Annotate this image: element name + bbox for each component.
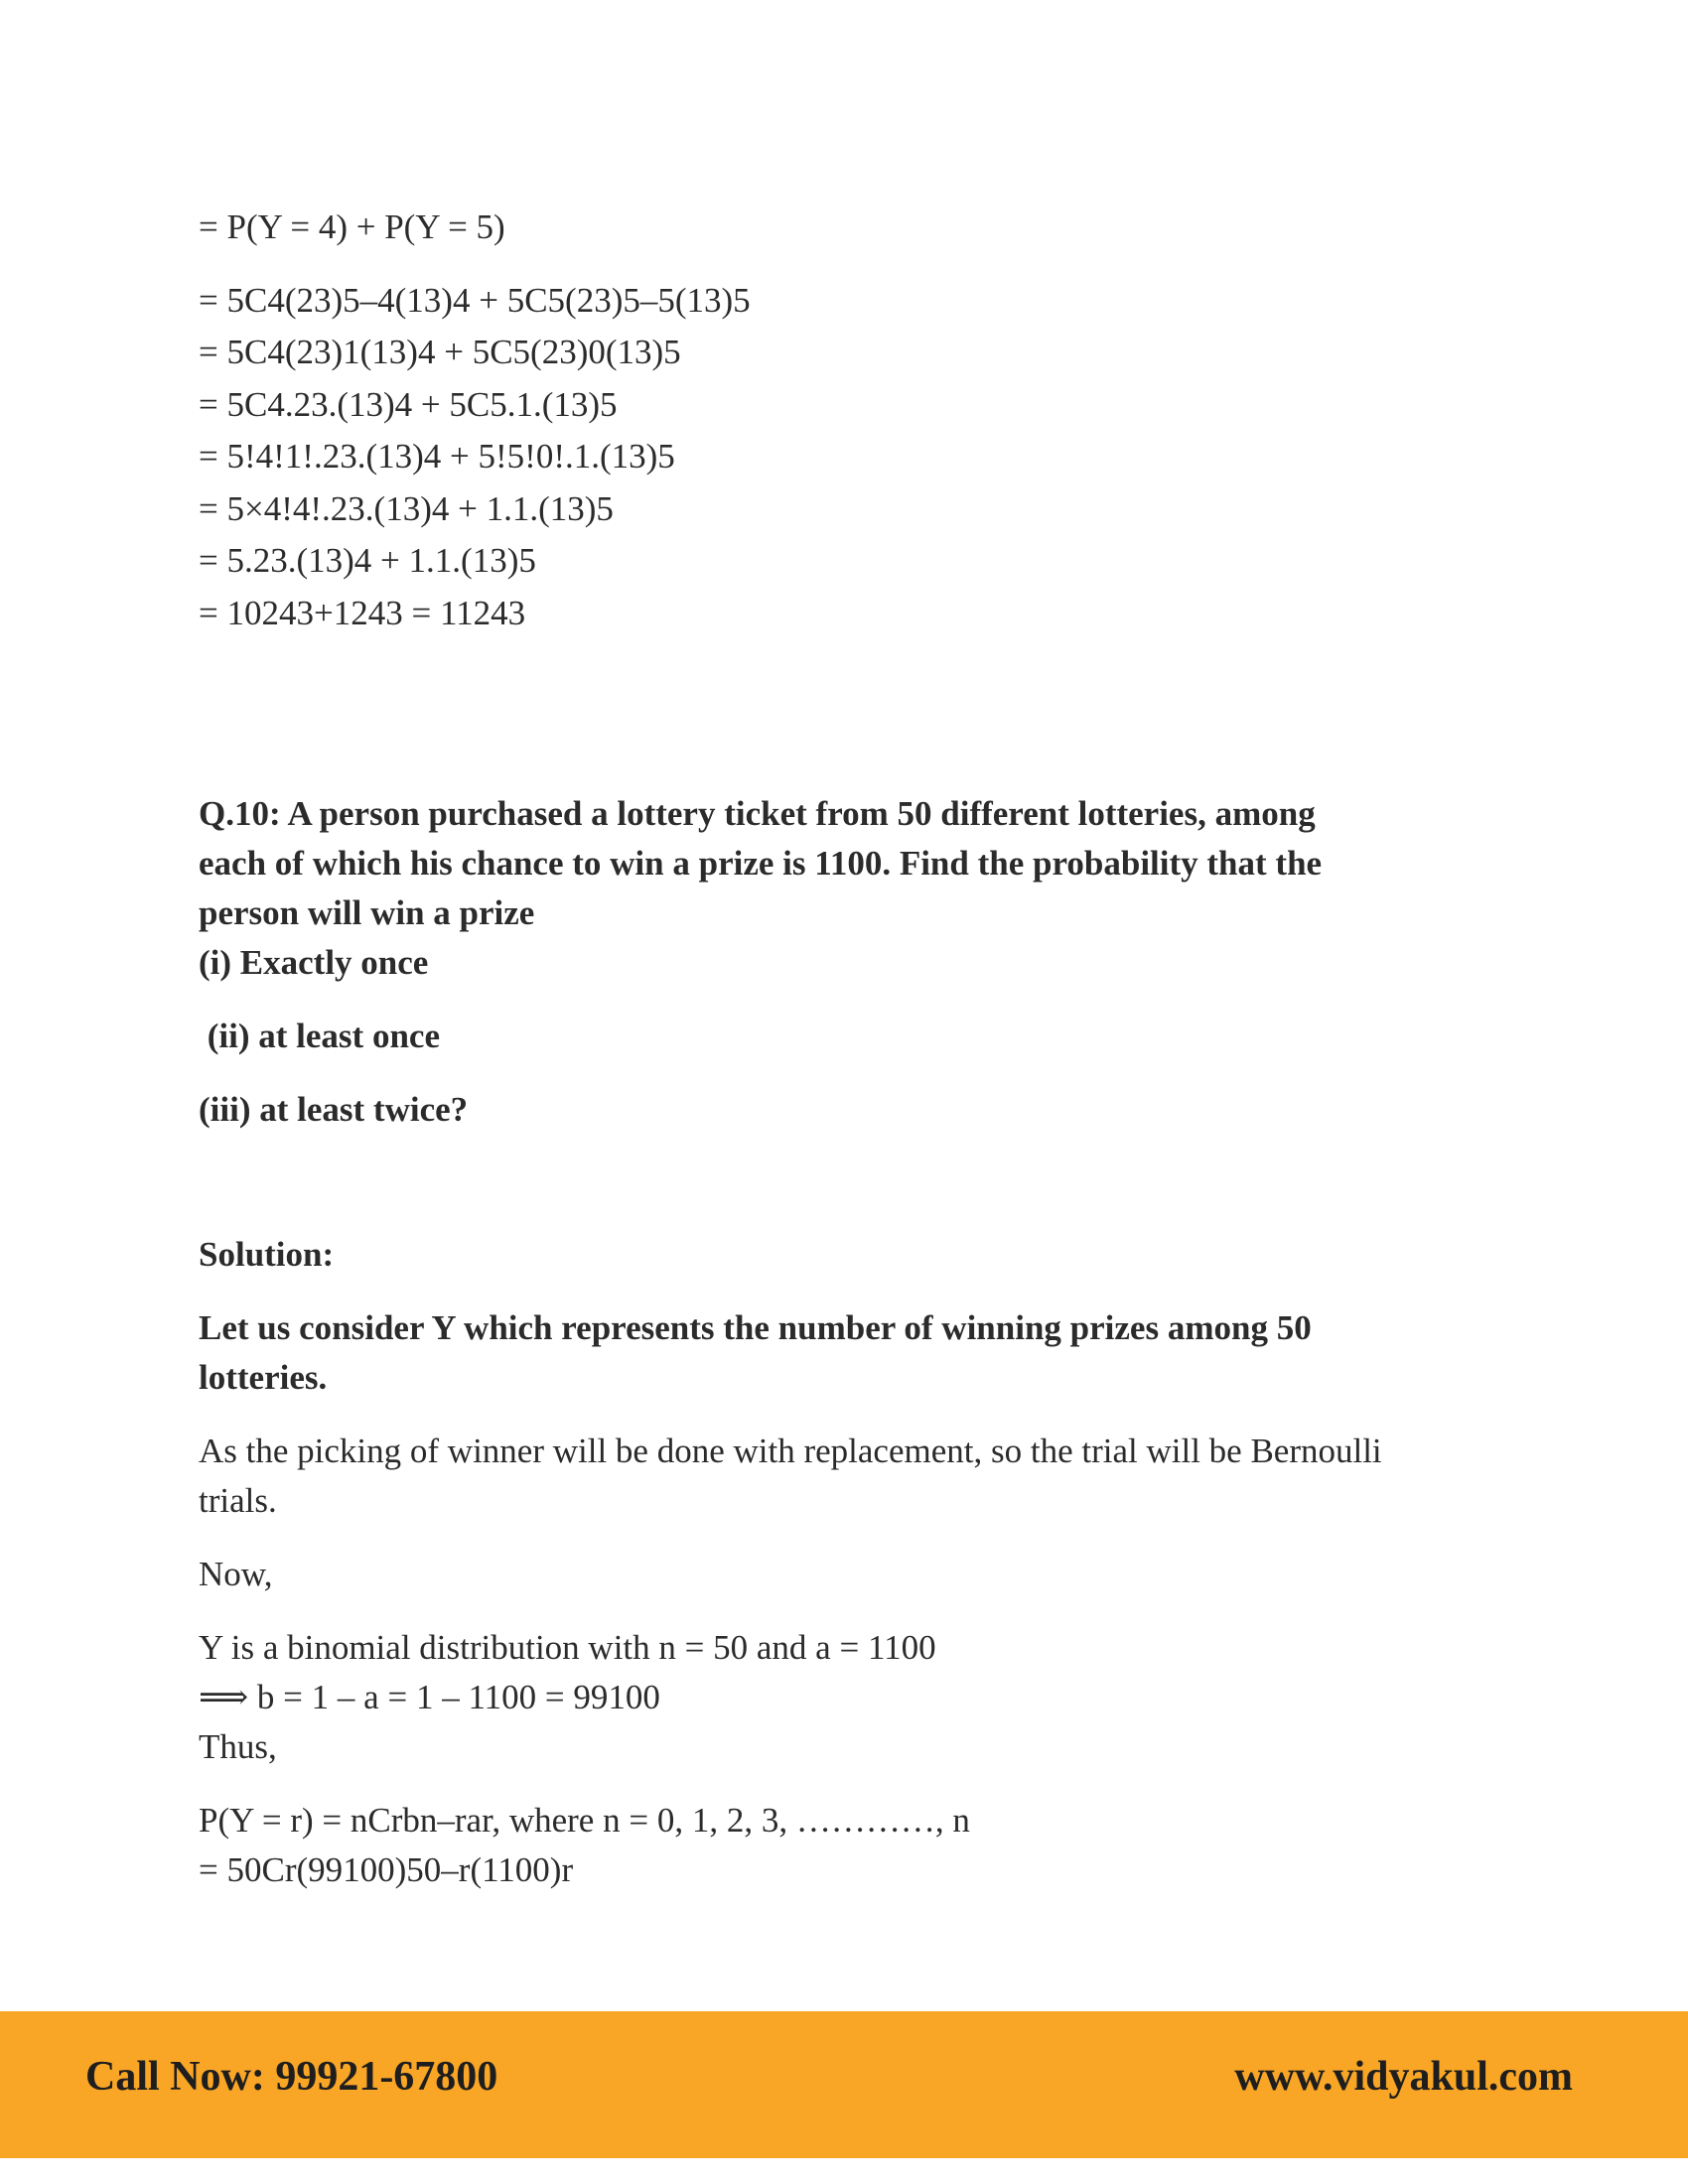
binomial-line: Thus, (199, 1727, 277, 1766)
binomial-line: ⟹ b = 1 – a = 1 – 1100 = 99100 (199, 1678, 660, 1716)
solution-now: Now, (199, 1555, 273, 1593)
equation-line: = P(Y = 4) + P(Y = 5) (199, 207, 505, 246)
formula-line: = 50Cr(99100)50–r(1100)r (199, 1850, 574, 1889)
question-line: person will win a prize (199, 893, 535, 932)
question-part-iii: (iii) at least twice? (199, 1090, 469, 1129)
formula-line: P(Y = r) = nCrbn–rar, where n = 0, 1, 2, 3, …………, n (199, 1801, 970, 1840)
solution-paragraph-line: trials. (199, 1481, 277, 1520)
solution-intro-line: lotteries. (199, 1358, 328, 1397)
solution-heading: Solution: (199, 1235, 335, 1274)
equation-line: = 5!4!1!.23.(13)4 + 5!5!0!.1.(13)5 (199, 437, 675, 476)
equation-line: = 5C4(23)1(13)4 + 5C5(23)0(13)5 (199, 333, 681, 371)
website-link[interactable]: www.vidyakul.com (1234, 2054, 1573, 2100)
footer-banner (0, 2011, 1688, 2158)
equation-result-line: = 10243+1243 = 11243 (199, 594, 526, 632)
binomial-line: Y is a binomial distribution with n = 50 and a = 1100 (199, 1628, 936, 1667)
equation-line: = 5C4(23)5–4(13)4 + 5C5(23)5–5(13)5 (199, 281, 751, 320)
equation-line: = 5C4.23.(13)4 + 5C5.1.(13)5 (199, 385, 618, 424)
solution-paragraph-line: As the picking of winner will be done with replacement, so the trial will be Bernoulli (199, 1432, 1382, 1470)
question-line: Q.10: A person purchased a lottery ticket from 50 different lotteries, among (199, 794, 1316, 833)
equation-line: = 5×4!4!.23.(13)4 + 1.1.(13)5 (199, 489, 614, 528)
question-line: each of which his chance to win a prize is 1100. Find the probability that the (199, 844, 1323, 883)
question-part-ii: (ii) at least once (199, 1017, 440, 1055)
question-part-i: (i) Exactly once (199, 943, 429, 982)
equation-line: = 5.23.(13)4 + 1.1.(13)5 (199, 541, 536, 580)
call-now-link[interactable]: Call Now: 99921-67800 (85, 2054, 498, 2100)
solution-intro-line: Let us consider Y which represents the number of winning prizes among 50 (199, 1308, 1312, 1347)
